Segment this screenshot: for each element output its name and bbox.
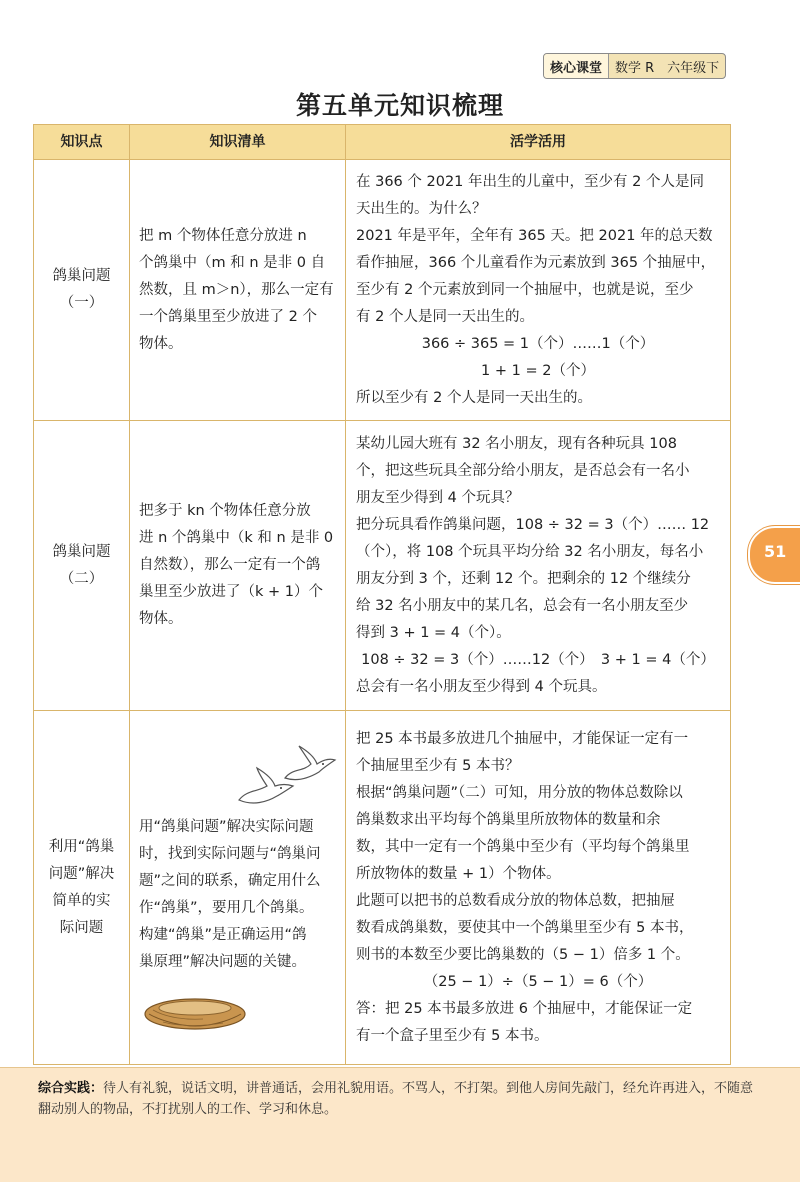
- practice-line: 有一个盒子里至少有 5 本书。: [356, 1027, 549, 1044]
- header-practice: 活学活用: [346, 125, 731, 160]
- practice-line: 则书的本数至少要比鸽巢数的（5 − 1）倍多 1 个。: [356, 946, 690, 963]
- topic-cell: [34, 421, 130, 711]
- practice-line: 把分玩具看作鸽巢问题，108 ÷ 32 = 3（个）…… 12: [356, 516, 710, 533]
- knowledge-line: 自然数），那么一定有一个鸽: [139, 557, 321, 573]
- practice-line: 此题可以把书的总数看成分放的物体总数，把抽屉: [356, 892, 675, 909]
- practice-line: 在 366 个 2021 年出生的儿童中，至少有 2 个人是同: [356, 173, 704, 190]
- knowledge-line: 巢原理”解决问题的关键。: [139, 953, 307, 970]
- knowledge-line: 巢里至少放进了（k + 1）个: [139, 584, 323, 600]
- topic-line: （二）: [59, 570, 104, 587]
- knowledge-line: 构建“鸽巢”是正确运用“鸽: [139, 926, 307, 943]
- knowledge-line: 用“鸽巢问题”解决实际问题: [139, 818, 314, 835]
- knowledge-line: 把 m 个物体任意分放进 n: [139, 227, 307, 244]
- practice-line: 答：把 25 本书最多放进 6 个抽屉中，才能保证一定: [356, 1000, 693, 1017]
- practice-line: 数看成鸽巢数，要使其中一个鸽巢里至少有 5 本书，: [356, 919, 694, 936]
- practice-cell: [346, 421, 731, 711]
- knowledge-cell: [130, 421, 346, 711]
- topic-line: 鸽巢问题: [52, 543, 111, 560]
- header-topic: 知识点: [34, 125, 130, 160]
- footer-text: 待人有礼貌，说话文明，讲普通话，会用礼貌用语。不骂人，不打架。到他人房间先敲门，经允许再进入，不随意翻动别人的物品，不打扰别人的工作、学习和休息。: [38, 1081, 754, 1117]
- footer-label: 综合实践：: [38, 1081, 104, 1096]
- footer-paragraph: [38, 1078, 762, 1120]
- knowledge-line: 把多于 kn 个物体任意分放: [139, 503, 311, 519]
- topic-line: 际问题: [59, 919, 104, 936]
- topic-cell: [34, 160, 130, 421]
- practice-line: 所以至少有 2 个人是同一天出生的。: [356, 389, 592, 406]
- practice-line: 根据“鸽巢问题”（二）可知，用分放的物体总数除以: [356, 784, 683, 801]
- topic-line: 问题”解决: [48, 865, 115, 882]
- practice-line: 把 25 本书最多放进几个抽屉中，才能保证一定有一: [356, 730, 689, 747]
- practice-line: 个抽屉里至少有 5 本书？: [356, 757, 520, 774]
- header-subject-grade: 数学 R 六年级下: [615, 60, 720, 76]
- knowledge-line: 题”之间的联系，确定用什么: [139, 872, 321, 889]
- page-number-tab: [748, 526, 800, 584]
- practice-cell: [346, 711, 731, 1065]
- practice-line: 某幼儿园大班有 32 名小朋友，现有各种玩具 108: [356, 435, 677, 452]
- book-header-badge: [543, 53, 726, 79]
- doves-illustration: [237, 744, 337, 814]
- table-row: [34, 711, 731, 1065]
- knowledge-table: [33, 124, 731, 1065]
- practice-line: 有 2 个人是同一天出生的。: [356, 308, 534, 325]
- knowledge-line: 进 n 个鸽巢中（k 和 n 是非 0: [139, 530, 334, 546]
- table-row: [34, 160, 731, 421]
- topic-line: 简单的实: [52, 892, 111, 909]
- practice-line: 鸽巢数求出平均每个鸽巢里所放物体的数量和余: [356, 811, 661, 828]
- header-knowledge: 知识清单: [130, 125, 346, 160]
- footer-box: [0, 1067, 800, 1182]
- table-row: [34, 421, 731, 711]
- topic-line: 鸽巢问题: [52, 268, 111, 284]
- knowledge-cell: [130, 160, 346, 421]
- formula-line: 108 ÷ 32 = 3（个）……12（个） 3 + 1 = 4（个）: [361, 651, 715, 668]
- practice-line: 朋友分到 3 个，还剩 12 个。把剩余的 12 个继续分: [356, 570, 691, 587]
- practice-line: 给 32 名小朋友中的某几名，总会有一名小朋友至少: [356, 597, 689, 614]
- knowledge-line: 一个鸽巢里至少放进了 2 个: [139, 308, 317, 325]
- page-number: 51: [764, 542, 787, 561]
- header-section-label: 核心课堂: [544, 54, 609, 78]
- formula-line: （25 − 1）÷（5 − 1）= 6（个）: [423, 973, 653, 990]
- practice-line: 2021 年是平年，全年有 365 天。把 2021 年的总天数: [356, 227, 713, 244]
- practice-line: 总会有一名小朋友至少得到 4 个玩具。: [356, 678, 607, 695]
- practice-line: 看作抽屉，366 个儿童看作为元素放到 365 个抽屉中，: [356, 254, 716, 271]
- practice-line: 得到 3 + 1 = 4（个）。: [356, 624, 511, 641]
- practice-line: （个），将 108 个玩具平均分给 32 名小朋友，每名小: [356, 543, 704, 560]
- knowledge-line: 时，找到实际问题与“鸽巢问: [139, 845, 321, 862]
- topic-cell: [34, 711, 130, 1065]
- practice-line: 数，其中一定有一个鸽巢中至少有（平均每个鸽巢里: [356, 838, 690, 855]
- knowledge-line: 作“鸽巢”，要用几个鸽巢。: [139, 899, 314, 916]
- page-title: 第五单元知识梳理: [295, 91, 504, 120]
- knowledge-line: 物体。: [139, 335, 183, 352]
- practice-line: 天出生的。为什么？: [356, 200, 487, 217]
- practice-line: 至少有 2 个元素放到同一个抽屉中，也就是说，至少: [356, 281, 694, 298]
- nest-illustration: [143, 992, 247, 1032]
- table-header-row: [34, 125, 731, 160]
- practice-line: 朋友至少得到 4 个玩具？: [356, 489, 520, 506]
- topic-line: （一）: [59, 295, 104, 311]
- practice-line: 个，把这些玩具全部分给小朋友，是否总会有一名小: [356, 462, 690, 479]
- practice-cell: [346, 160, 731, 421]
- formula-line: 366 ÷ 365 = 1（个）……1（个）: [421, 335, 655, 352]
- formula-line: 1 + 1 = 2（个）: [481, 362, 595, 379]
- knowledge-line: 物体。: [139, 611, 183, 627]
- topic-line: 利用“鸽巢: [48, 838, 115, 855]
- knowledge-line: 然数，且 m＞n），那么一定有: [139, 281, 334, 298]
- practice-line: 所放物体的数量 + 1）个物体。: [356, 865, 561, 882]
- knowledge-line: 个鸽巢中（m 和 n 是非 0 自: [139, 254, 326, 271]
- knowledge-cell: [130, 711, 346, 1065]
